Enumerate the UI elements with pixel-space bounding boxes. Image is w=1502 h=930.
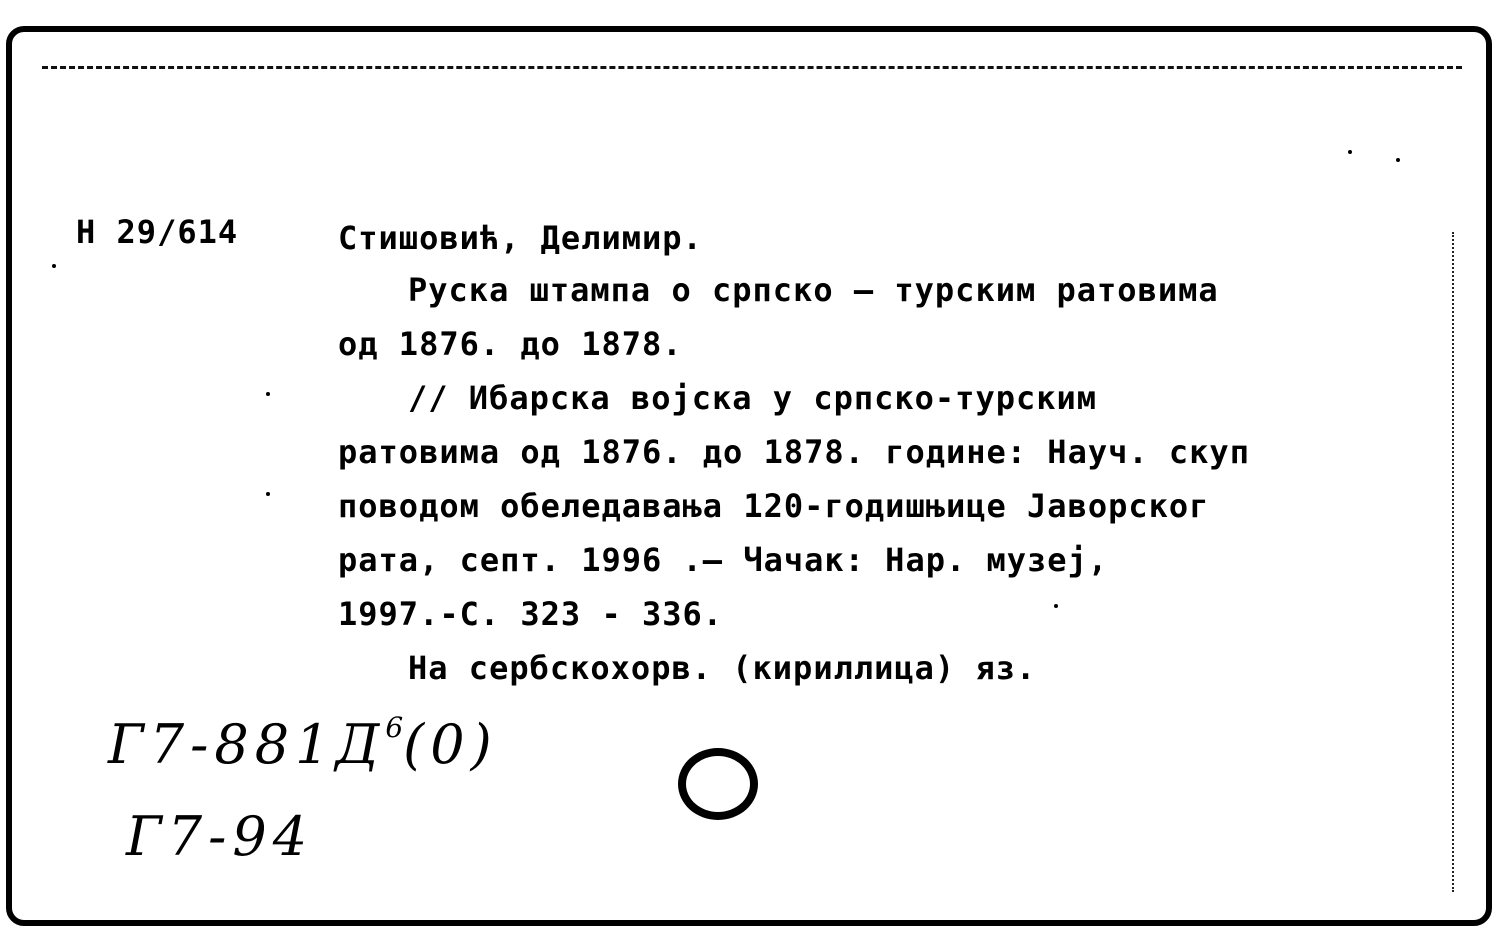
series-line-5: 1997.-С. 323 - 336. [338, 595, 724, 633]
catalog-card [6, 26, 1492, 926]
series-line-3: поводом обеледавања 120-годишњице Јаворског [338, 487, 1210, 525]
speck [266, 492, 270, 496]
handwritten-classification-2: Г7-94 [126, 805, 314, 868]
speck [1054, 604, 1058, 608]
series-line-1: // Ибарска војска у српско-турским [408, 379, 1098, 417]
punch-hole-icon [678, 748, 758, 820]
speck [1348, 150, 1352, 154]
handwritten-classification-1-main: Г7-881Д [108, 713, 386, 776]
dotted-rule-right [1452, 232, 1454, 892]
speck [1396, 158, 1400, 162]
dashed-rule-top [42, 66, 1462, 69]
series-line-2: ратовима од 1876. до 1878. године: Науч. скуп [338, 433, 1250, 471]
handwritten-classification-1-tail: (0) [403, 713, 498, 776]
author-heading: Стишовић, Делимир. [338, 219, 703, 257]
handwritten-classification-1-sup: 6 [385, 711, 404, 744]
speck [266, 392, 270, 396]
speck [52, 264, 56, 268]
call-number: Н 29/614 [76, 213, 239, 251]
language-note: На сербскохорв. (кириллица) яз. [408, 649, 1037, 687]
title-line-1: Руска штампа о српско – турским ратовима [408, 271, 1219, 309]
handwritten-classification-1 [108, 711, 498, 776]
title-line-2: од 1876. до 1878. [338, 325, 683, 363]
series-line-4: рата, септ. 1996 .– Чачак: Нар. музеј, [338, 541, 1109, 579]
